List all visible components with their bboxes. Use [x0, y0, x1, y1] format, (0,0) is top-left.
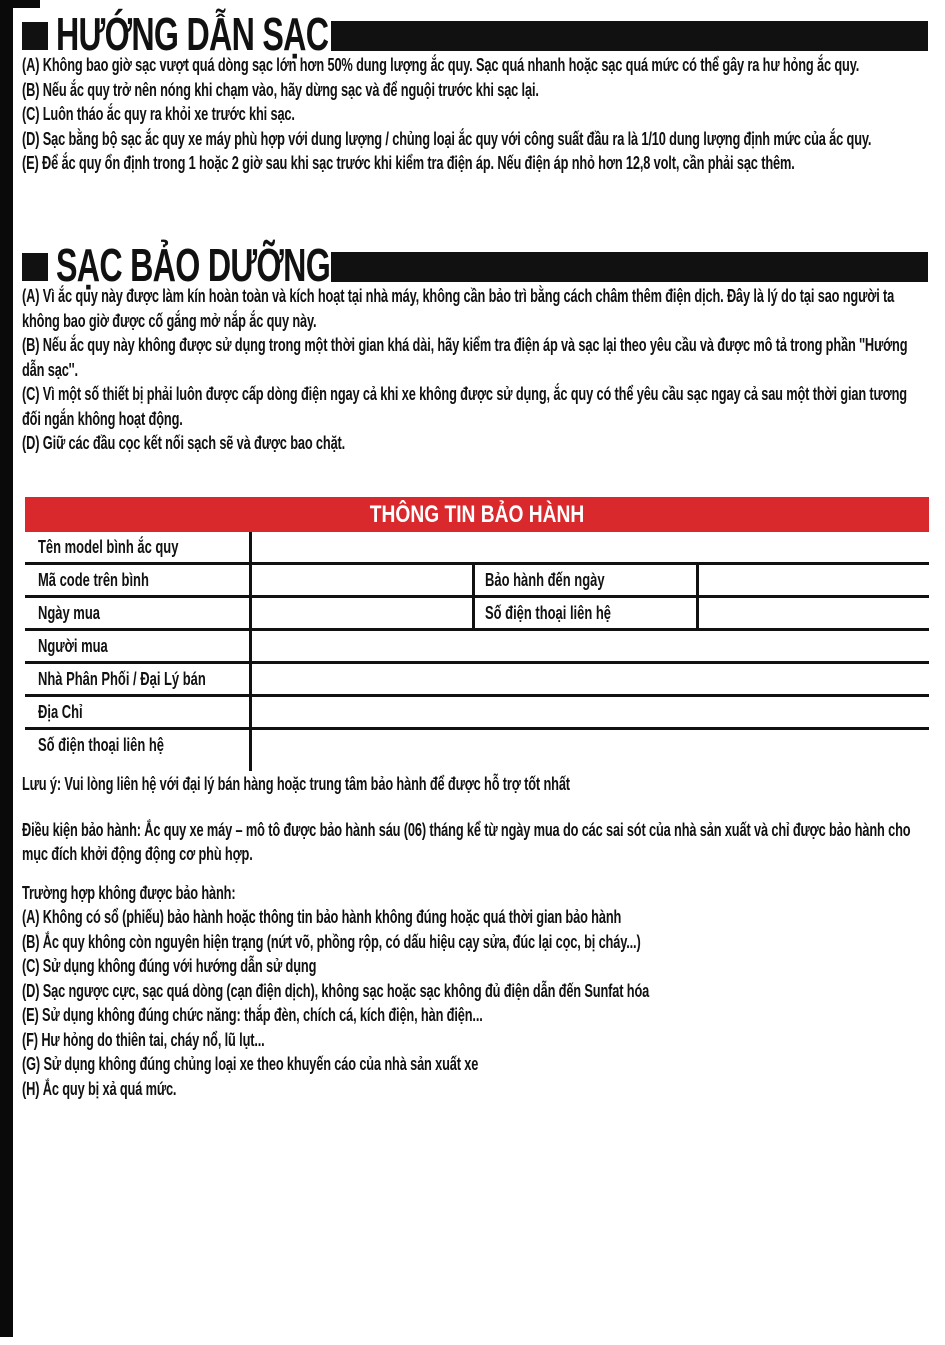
exclusion-item-f: (F) Hư hỏng do thiên tai, cháy nổ, lũ lụt...: [22, 1029, 265, 1050]
exclusion-item-d: (D) Sạc ngược cực, sạc quá dòng (cạn điện dịch), không sạc hoặc sạc không đủ điện dẫn đến Sunfat hóa: [22, 980, 650, 1001]
row-label: Nhà Phân Phối / Đại Lý bán: [38, 669, 206, 689]
purchase-date-value-cell: [252, 598, 472, 628]
code-value-cell: [252, 565, 472, 595]
warranty-table: [25, 497, 929, 763]
section-title-maintenance: SẠC BẢO DƯỠNG: [56, 239, 331, 291]
scan-edge-left: [0, 0, 13, 1337]
table-row-distributor: [25, 664, 929, 697]
exclusion-item-e: (E) Sử dụng không đúng chức năng: thắp đèn, chích cá, kích điện, hàn điện...: [22, 1005, 483, 1025]
exclusions-title: Trường hợp không được bảo hành:: [22, 882, 236, 903]
exclusion-item-b: (B) Ắc quy không còn nguyên hiện trạng (nứt võ, phồng rộp, có dấu hiệu cạy sửa, đúc lại cọc, bị cháy...): [22, 931, 641, 952]
warranty-table-header: [25, 497, 929, 532]
scan-edge-top-nub: [0, 0, 40, 8]
exclusion-item-h: (H) Ắc quy bị xả quá mức.: [22, 1078, 177, 1099]
model-value-cell: [252, 532, 929, 562]
row-label: Số điện thoại liên hệ: [485, 603, 612, 623]
para-item-a: (A) Vì ắc quy này được làm kín hoàn toàn và kích hoạt tại nhà máy, không cần bảo trì bằng cách châm thêm điện dịch. Đây là lý do tại sao người ta không bao giờ được cố gắng mở nắp ắc quy này.: [22, 286, 895, 331]
row-label: Tên model bình ắc quy: [38, 537, 179, 557]
phone-value-cell: [252, 730, 929, 760]
row-label: Số điện thoại liên hệ: [38, 735, 165, 755]
table-row-address: [25, 697, 929, 730]
para-item-b: (B) Nếu ắc quy này không được sử dụng trong một thời gian khá dài, hãy kiểm tra điện áp và sạc lại theo yêu cầu và được mô tả trong phần ''Hướng dẫn sạc''.: [22, 335, 908, 380]
contact-phone-value-cell: [699, 598, 929, 628]
section-maintenance-body: [22, 284, 925, 456]
table-divider-vertical-2: [472, 562, 475, 631]
distributor-value-cell: [252, 664, 929, 694]
row-label: Địa Chỉ: [38, 702, 83, 722]
warranty-conditions: Điều kiện bảo hành: Ắc quy xe máy – mô tô được bảo hành sáu (06) tháng kể từ ngày mua do các sai sót của nhà sản xuất và chỉ được bảo hành cho mục đích khởi động động cơ phù hợp.: [22, 819, 911, 864]
row-label: Người mua: [38, 636, 108, 656]
table-row-purchase-date: [25, 598, 929, 631]
row-label: Bảo hành đến ngày: [485, 570, 605, 590]
table-row-model: [25, 532, 929, 565]
section-marker-square-icon: [22, 22, 48, 50]
para-item-a: (A) Không bao giờ sạc vượt quá dòng sạc lớn hơn 50% dung lượng ắc quy. Sạc quá nhanh hoặc sạc quá mức có thể gây ra hư hỏng ắc quy.: [22, 55, 860, 75]
table-divider-vertical-3: [696, 562, 699, 631]
table-row-buyer: [25, 631, 929, 664]
table-divider-vertical-1: [249, 532, 252, 771]
row-label: Ngày mua: [38, 603, 100, 623]
exclusion-item-a: (A) Không có sổ (phiếu) bảo hành hoặc thông tin bảo hành không đúng hoặc quá thời gian bảo hành: [22, 907, 622, 927]
section-title-bar: [331, 252, 928, 282]
warranty-table-title: THÔNG TIN BẢO HÀNH: [369, 500, 585, 528]
table-row-phone: [25, 730, 929, 763]
table-row-code: [25, 565, 929, 598]
exclusion-item-c: (C) Sử dụng không đúng với hướng dẫn sử dụng: [22, 956, 317, 976]
para-item-c: (C) Vì một số thiết bị phải luôn được cấp dòng điện ngay cả khi xe không được sử dụng, ắc quy có thể yêu cầu sạc ngay cả sau một thời gian tương đối ngắn không hoạt động.: [22, 384, 907, 429]
section-title-bar: [331, 21, 928, 51]
note-contact: Lưu ý: Vui lòng liên hệ với đại lý bán hàng hoặc trung tâm bảo hành để được hỗ trợ tốt nhất: [22, 774, 570, 794]
exclusion-item-g: (G) Sử dụng không đúng chủng loại xe theo khuyến cáo của nhà sản xuất xe: [22, 1054, 479, 1074]
para-item-e: (E) Để ắc quy ổn định trong 1 hoặc 2 giờ sau khi sạc trước khi kiểm tra điện áp. Nếu điện áp nhỏ hơn 12,8 volt, cần phải sạc thêm.: [22, 153, 795, 173]
section-marker-square-icon: [22, 253, 48, 281]
para-item-d: (D) Giữ các đầu cọc kết nối sạch sẽ và được bao chặt.: [22, 433, 346, 453]
warranty-until-value-cell: [699, 565, 929, 595]
para-item-d: (D) Sạc bằng bộ sạc ắc quy xe máy phù hợp với dung lượng / chủng loại ắc quy với công suất đầu ra là 1/10 dung lượng định mức của ắc quy.: [22, 128, 872, 149]
para-item-b: (B) Nếu ắc quy trở nên nóng khi chạm vào, hãy dừng sạc và để nguội trước khi sạc lại.: [22, 79, 539, 100]
section-title-charging: HƯỚNG DẪN SẠC: [56, 8, 329, 60]
para-item-c: (C) Luôn tháo ắc quy ra khỏi xe trước khi sạc.: [22, 104, 295, 124]
notes-section: [22, 772, 925, 1101]
section-charging-body: [22, 53, 925, 176]
row-label: Mã code trên bình: [38, 570, 149, 590]
warranty-table-rows: [25, 532, 929, 763]
buyer-value-cell: [252, 631, 929, 661]
address-value-cell: [252, 697, 929, 727]
